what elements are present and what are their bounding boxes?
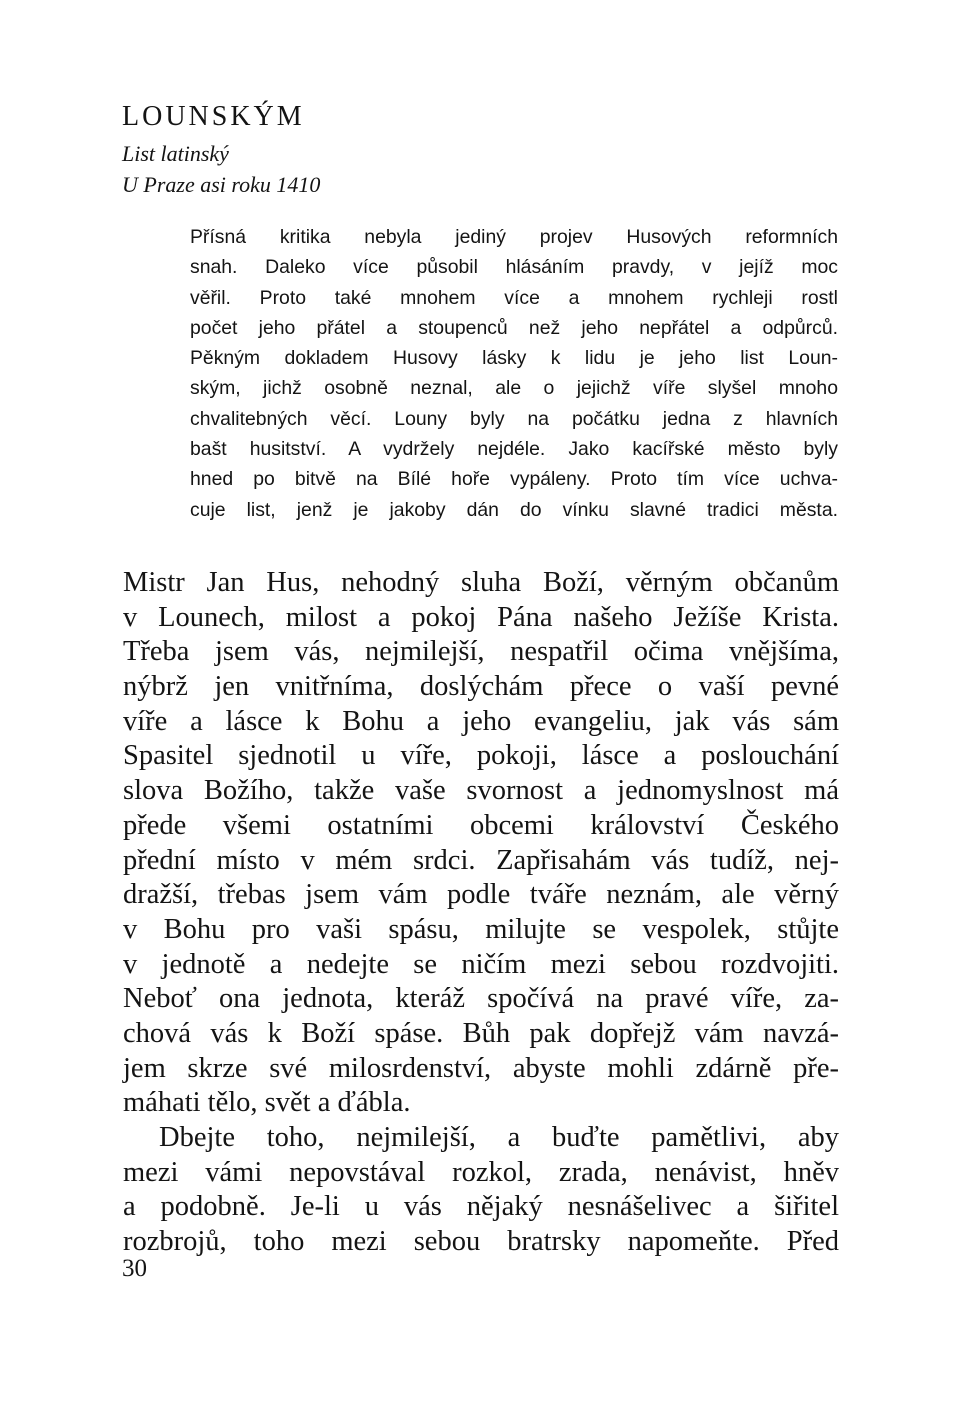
letter-line: mezi vámi nepovstával rozkol, zrada, nenávist, hněv [123, 1156, 839, 1188]
letter-line: Spasitel sjednotil u víře, pokoji, lásce a poslouchání [123, 740, 839, 772]
editorial-introduction [190, 222, 838, 525]
letter-body [123, 566, 839, 1260]
intro-line: věřil. Proto také mnohem více a mnohem rychleji rostl [190, 286, 838, 309]
letter-language: List latinský [122, 141, 229, 166]
intro-line: hned po bitvě na Bílé hoře vypáleny. Proto tím více uchva- [190, 468, 838, 491]
letter-line: v jednotě a nedejte se ničím mezi sebou rozdvojiti. [123, 948, 839, 980]
intro-line: bašt husitství. A vydržely nejdéle. Jako kacířské město byly [190, 438, 838, 461]
intro-line: Pěkným dokladem Husovy lásky k lidu je jeho list Loun- [190, 347, 838, 370]
letter-line: přední místo v mém srdci. Zapřisahám vás tudíž, nej- [123, 844, 839, 876]
intro-line: ským, jichž osobně neznal, ale o jejichž víře slyšel mnoho [190, 377, 838, 400]
letter-line: v Bohu pro vaši spásu, milujte se vespolek, stůjte [123, 913, 839, 945]
letter-line: Neboť ona jednota, kteráž spočívá na pravé víře, za- [123, 983, 839, 1015]
letter-line: Dbejte toho, nejmilejší, a buďte pamětlivi, aby [159, 1122, 839, 1153]
letter-line: slova Božího, takže vaše svornost a jednomyslnost má [123, 775, 839, 807]
letter-line: přede všemi ostatními obcemi království Českého [123, 809, 839, 841]
intro-line: Přísná kritika nebyla jediný projev Husových reformních [190, 226, 838, 248]
letter-line: víře a lásce k Bohu a jeho evangeliu, jak vás sám [123, 705, 839, 737]
letter-place-date: U Praze asi roku 1410 [122, 172, 321, 197]
letter-line: dražší, třebas jsem vám podle tváře neznám, ale věrný [123, 879, 839, 911]
letter-title: LOUNSKÝM [122, 101, 305, 132]
letter-line: v Lounech, milost a pokoj Pána našeho Ježíše Krista. [123, 601, 839, 633]
letter-line: chová vás k Boží spáse. Bůh pak dopřejž vám navzá- [123, 1017, 839, 1049]
letter-line: jem skrze své milosrdenství, abyste mohli zdárně pře- [123, 1052, 839, 1084]
letter-line: nýbrž jen vnitřníma, doslýchám přece o vaší pevné [123, 671, 839, 703]
letter-line: Mistr Jan Hus, nehodný sluha Boží, věrným občanům [123, 567, 839, 598]
letter-line: máhati tělo, svět a ďábla. [123, 1087, 411, 1119]
letter-line: rozbrojů, toho mezi sebou bratrsky napomeňte. Před [123, 1226, 839, 1258]
intro-line: počet jeho přátel a stoupenců než jeho nepřátel a odpůrců. [190, 316, 838, 339]
letter-line: Třeba jsem vás, nejmilejší, nespatřil očima vnějšíma, [123, 636, 839, 668]
intro-line: chvalitebných věcí. Louny byly na počátku jedna z hlavních [190, 407, 838, 430]
intro-line: snah. Daleko více působil hlásáním pravdy, v jejíž moc [190, 256, 838, 279]
page-number: 30 [122, 1255, 147, 1282]
intro-line: cuje list, jenž je jakoby dán do vínku slavné tradici města. [190, 498, 838, 521]
letter-line: a podobně. Je-li u vás nějaký nesnášelivec a šiřitel [123, 1191, 839, 1223]
